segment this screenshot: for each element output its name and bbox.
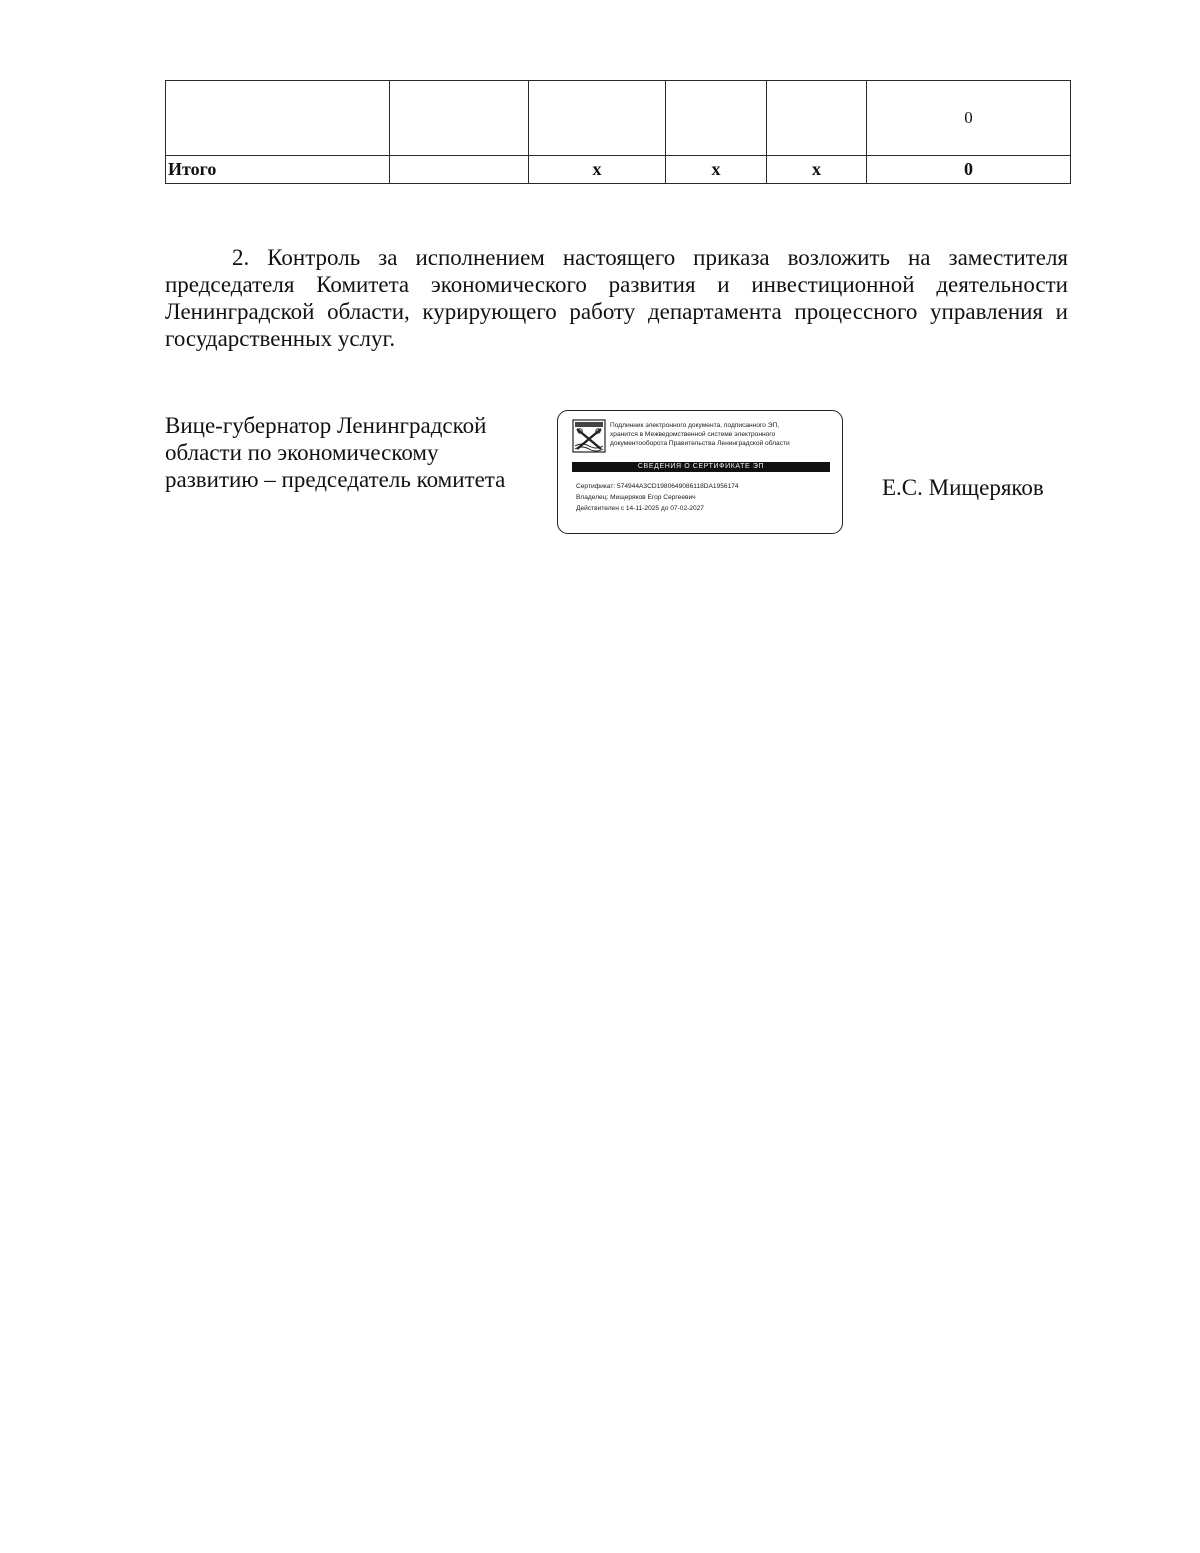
coat-of-arms-icon [572,419,606,453]
table-cell: х [529,156,666,184]
certificate-details [576,481,838,514]
table-row-total [166,156,1071,184]
position-line: развитию – председатель комитета [165,467,506,492]
signatory-position [165,412,545,493]
table-cell [166,81,390,156]
table-row [166,81,1071,156]
total-value: 0 [867,156,1071,184]
table-cell: х [666,156,767,184]
certificate-validity: Действителен с 14-11-2025 до 07-02-2027 [576,505,704,512]
total-label: Итого [166,156,390,184]
table-cell [767,81,867,156]
certificate-header: СВЕДЕНИЯ О СЕРТИФИКАТЕ ЭП [572,462,830,472]
e-signature-stamp [557,410,843,534]
signatory-name: Е.С. Мищеряков [882,475,1044,500]
certificate-owner: Владелец: Мищеряков Егор Сергеевич [576,494,696,501]
table-cell: х [767,156,867,184]
notice-line: хранится в Межведомственной системе электронного [610,431,776,438]
stamp-notice [610,421,838,448]
table-cell [390,81,529,156]
notice-line: Подлинник электронного документа, подписанного ЭП, [610,422,780,429]
table-cell: 0 [867,81,1071,156]
position-line: области по экономическому [165,440,439,465]
control-clause: 2. Контроль за исполнением настоящего приказа возложить на заместителя председателя Комитета экономического развития и инвестиционной деятельности Ленинградской области, курирующего работу департамента процессного управления и государственных услуг. [165,245,1068,351]
notice-line: документооборота Правительства Ленинградской области [610,440,790,447]
table-cell [666,81,767,156]
table-cell [390,156,529,184]
certificate-number: Сертификат: 574944A3CD1980649086118DA1956174 [576,483,739,490]
table-cell [529,81,666,156]
position-line: Вице-губернатор Ленинградской [165,413,487,438]
summary-table [165,80,1071,184]
